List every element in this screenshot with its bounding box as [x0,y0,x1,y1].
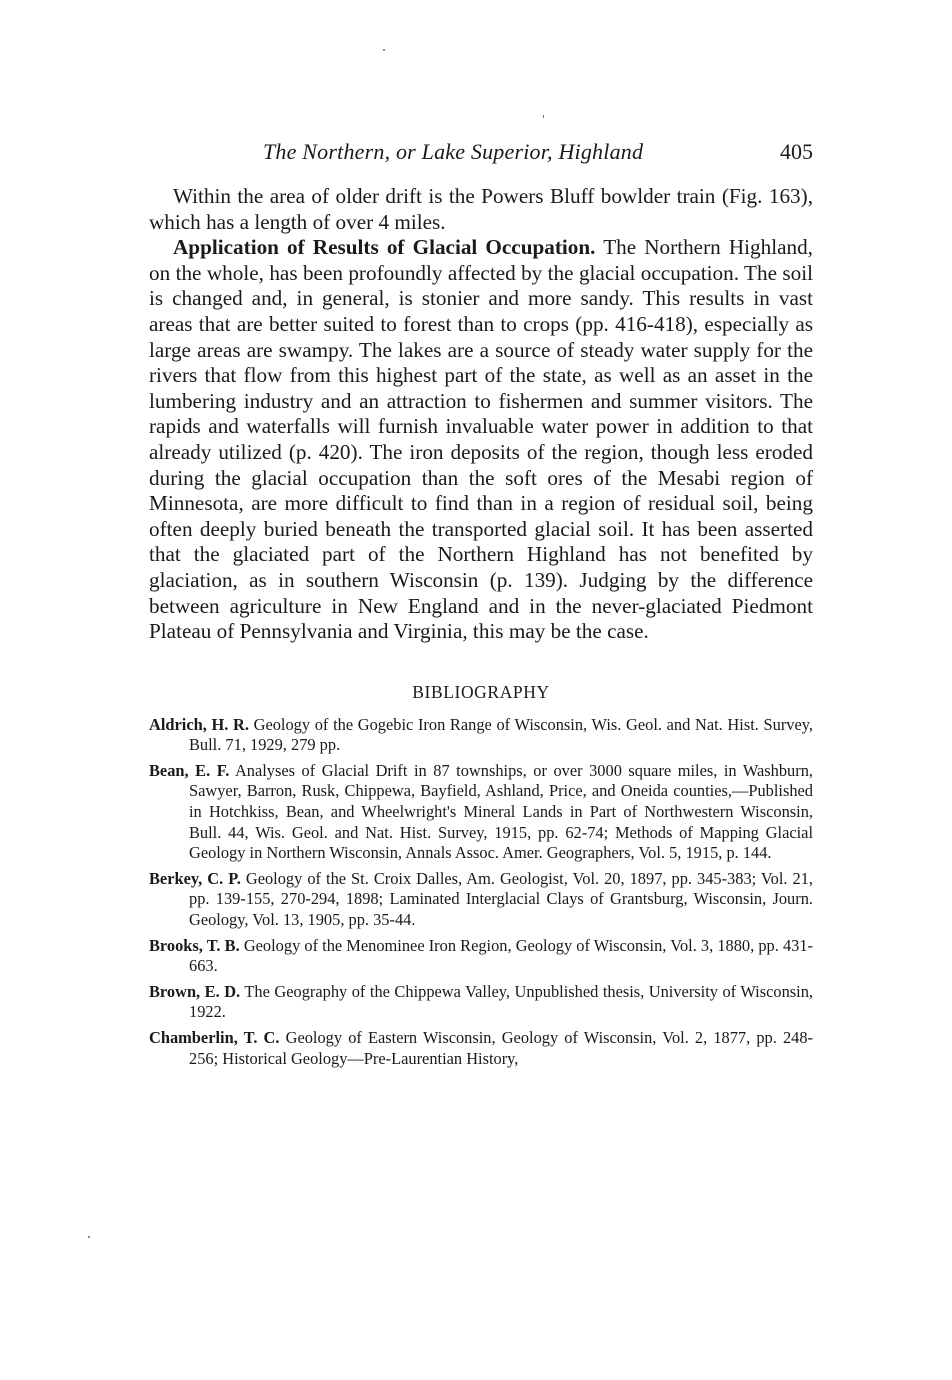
bibliography-heading: BIBLIOGRAPHY [412,681,550,702]
bibliography-author: Berkey, C. P. [149,868,241,888]
paragraph-text: The Northern Highland, on the whole, has been profoundly affected by the glacial occupation. The soil is changed and, in general, is stonier and more sandy. This results in vast areas that are better suited to forest than to crops (pp. 416-418), especially as large areas are swampy. The lakes are a source of steady water supply for the rivers that flow from this highest part of the state, as well as an asset in the lumbering industry and an attraction to fishermen and summer visitors. The rapids and waterfalls will furnish invaluable water power in addition to that already utilized (p. 420). The iron deposits of the region, though less eroded during the glacial occupation than the soft ores of the Mesabi region of Minnesota, are more difficult to find than in a region of residual soil, being often deeply buried beneath the transported glacial soil. It has been asserted that the glaciated part of the Northern Highland has not benefited by glaciation, as in southern Wisconsin (p. 139). Judging by the difference between agriculture in New England and in the never-glaciated Piedmont Plateau of Pennsylvania and Virginia, this may be the case. [149,235,813,644]
bibliography-entry [149,982,813,1023]
book-page [149,138,813,1074]
bibliography-entry [149,1028,813,1069]
bibliography-entry [149,715,813,756]
paragraph [149,235,813,645]
bibliography-list [149,715,813,1070]
page-number: 405 [780,139,813,164]
bibliography-entry [149,869,813,931]
bibliography-entry [149,936,813,977]
running-title: The Northern, or Lake Superior, Highland [263,139,644,164]
bibliography-text: The Geography of the Chippewa Valley, Unpublished thesis, University of Wisconsin, 1922. [189,981,813,1022]
print-speck [383,49,385,51]
body-text [149,184,813,645]
bibliography-author: Aldrich, H. R. [149,714,249,734]
paragraph: Within the area of older drift is the Powers Bluff bowlder train (Fig. 163), which has a length of over 4 miles. [149,184,813,234]
running-head [149,138,813,166]
print-speck [543,115,544,118]
bibliography-author: Brooks, T. B. [149,935,240,955]
bibliography-author: Bean, E. F. [149,760,230,780]
run-in-heading: Application of Results of Glacial Occupation. [173,235,596,260]
bibliography-author: Chamberlin, T. C. [149,1028,280,1047]
print-speck [88,1236,90,1238]
bibliography-author: Brown, E. D. [149,981,241,1001]
bibliography-text: Geology of the Menominee Iron Region, Geology of Wisconsin, Vol. 3, 1880, pp. 431-663. [189,935,813,976]
bibliography-text: Geology of the Gogebic Iron Range of Wisconsin, Wis. Geol. and Nat. Hist. Survey, Bull. 71, 1929, 279 pp. [189,714,813,755]
bibliography-text: Geology of Eastern Wisconsin, Geology of Wisconsin, Vol. 2, 1877, pp. 248-256; Historical Geology—Pre-Laurentian History, [189,1028,813,1068]
bibliography-text: Analyses of Glacial Drift in 87 townships, or over 3000 square miles, in Washburn, Sawyer, Barron, Rusk, Chippewa, Bayfield, Ashland, Price, and Oneida counties,—Published in Hotchkiss, Bean, and Wheelwright's Mineral Lands in Part of Northwestern Wisconsin, Bull. 44, Wis. Geol. and Nat. Hist. Survey, 1915, pp. 62-74; Methods of Mapping Glacial Geology in Northern Wisconsin, Annals Assoc. Amer. Geographers, Vol. 5, 1915, p. 144. [189,760,813,863]
bibliography-text: Geology of the St. Croix Dalles, Am. Geologist, Vol. 20, 1897, pp. 345-383; Vol. 21, pp. 139-155, 270-294, 1898; Laminated Interglacial Clays of Grantsburg, Wisconsin, Journ. Geology, Vol. 13, 1905, pp. 35-44. [189,868,813,930]
bibliography-entry [149,761,813,864]
